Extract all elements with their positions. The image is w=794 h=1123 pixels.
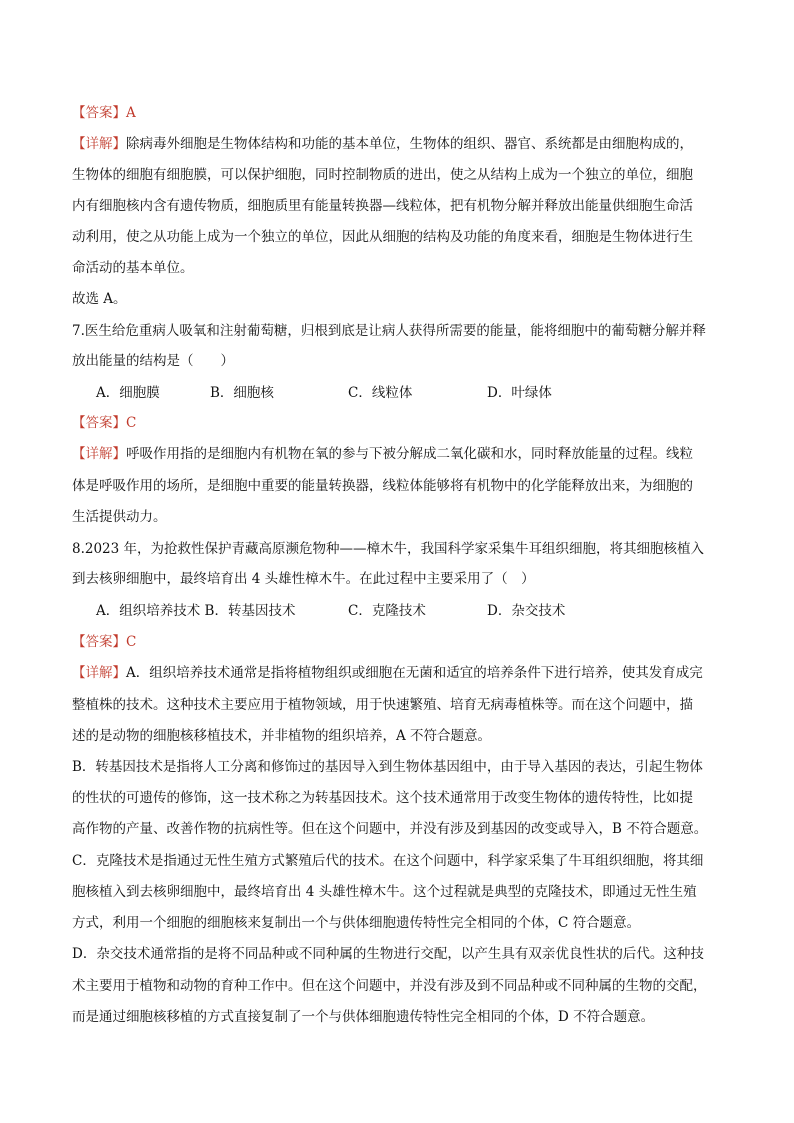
detail-text: A．组织培养技术通常是指将植物组织或细胞在无菌和适宜的培养条件下进行培养，使其发育成完 <box>126 665 703 681</box>
q8-option-d: D．杂交技术 <box>487 603 566 619</box>
q7-stem-line-2: 放出能量的结构是（ ） <box>72 353 234 369</box>
q8-detail-line-7: C．克隆技术是指通过无性生殖方式繁殖后代的技术。在这个问题中，科学家采集了牛耳组织细胞，将其细 <box>72 853 704 869</box>
q7-detail-line-3: 生活提供动力。 <box>72 509 167 525</box>
q8-detail-line-8: 胞核植入到去核卵细胞中，最终培育出 4 头雄性樟木牛。这个过程就是典型的克隆技术，即通过无性生殖 <box>72 884 697 900</box>
q8-detail-line-1 <box>72 664 703 682</box>
q7-option-a: A．细胞膜 <box>96 385 160 401</box>
q8-detail-line-2: 整植株的技术。这种技术主要应用于植物领域，用于快速繁殖、培育无病毒植株等。而在这个问题中，描 <box>72 697 693 713</box>
answer-tag: 【答案】 <box>72 105 126 121</box>
q8-detail-line-9: 方式，利用一个细胞的细胞核来复制出一个与供体细胞遗传特性完全相同的个体，C 符合题意。 <box>72 915 641 931</box>
q7-detail-line-1 <box>72 445 693 463</box>
q6-detail-line-4: 动利用，使之从功能上成为一个独立的单位，因此从细胞的结构及功能的角度来看，细胞是生物体进行生 <box>72 229 693 245</box>
q6-detail-line-5: 命活动的基本单位。 <box>72 260 194 276</box>
q6-conclusion: 故选 A。 <box>72 291 127 307</box>
answer-value: C <box>126 415 137 431</box>
detail-text: 呼吸作用指的是细胞内有机物在氧的参与下被分解成二氧化碳和水，同时释放能量的过程。线粒 <box>126 446 693 462</box>
q8-option-c: C．克隆技术 <box>348 603 426 619</box>
q8-detail-line-3: 述的是动物的细胞核移植技术，并非植物的组织培养，A 不符合题意。 <box>72 728 492 744</box>
q8-option-ab: A．组织培养技术 B．转基因技术 <box>96 603 296 619</box>
q7-stem-line-1: 7.医生给危重病人吸氧和注射葡萄糖，归根到底是让病人获得所需要的能量，能将细胞中的葡萄糖分解并释 <box>72 323 706 339</box>
q8-detail-line-5: 的性状的可遗传的修饰，这一技术称之为转基因技术。这个技术通常用于改变生物体的遗传特性，比如提 <box>72 790 693 806</box>
q7-option-d: D．叶绿体 <box>487 385 552 401</box>
detail-text: 除病毒外细胞是生物体结构和功能的基本单位，生物体的组织、器官、系统都是由细胞构成的， <box>126 136 693 152</box>
q8-detail-line-11: 术主要用于植物和动物的育种工作中。但在这个问题中，并没有涉及到不同品种或不同种属的生物的交配， <box>72 978 707 994</box>
q7-detail-line-2: 体是呼吸作用的场所，是细胞中重要的能量转换器，线粒体能够将有机物中的化学能释放出来，为细胞的 <box>72 478 693 494</box>
q6-detail-line-3: 内有细胞核内含有遗传物质，细胞质里有能量转换器—线粒体，把有机物分解并释放出能量供细胞生命活 <box>72 198 693 214</box>
detail-tag: 【详解】 <box>72 136 126 152</box>
q8-detail-line-6: 高作物的产量、改善作物的抗病性等。但在这个问题中，并没有涉及到基因的改变或导入，B 不符合题意。 <box>72 821 708 837</box>
q8-answer-line <box>72 633 136 651</box>
q7-answer-line <box>72 414 136 432</box>
answer-value: C <box>126 634 137 650</box>
answer-tag: 【答案】 <box>72 415 126 431</box>
answer-tag: 【答案】 <box>72 634 126 650</box>
q7-option-c: C．线粒体 <box>348 385 413 401</box>
q6-detail-line-2: 生物体的细胞有细胞膜，可以保护细胞，同时控制物质的进出，使之从结构上成为一个独立的单位，细胞 <box>72 167 693 183</box>
q8-stem-line-1: 8.2023 年，为抢救性保护青藏高原濒危物种——樟木牛，我国科学家采集牛耳组织细胞，将其细胞核植入 <box>72 541 705 557</box>
q8-detail-line-12: 而是通过细胞核移植的方式直接复制了一个与供体细胞遗传特性完全相同的个体，D 不符合题意。 <box>72 1009 655 1025</box>
q6-detail-line-1 <box>72 135 693 153</box>
q8-detail-line-10: D．杂交技术通常指的是将不同品种或不同种属的生物进行交配，以产生具有双亲优良性状的后代。这种技 <box>72 946 704 962</box>
q8-stem-line-2: 到去核卵细胞中，最终培育出 4 头雄性樟木牛。在此过程中主要采用了（ ） <box>72 571 535 587</box>
q7-option-b: B．细胞核 <box>210 385 274 401</box>
q8-detail-line-4: B．转基因技术是指将人工分离和修饰过的基因导入到生物体基因组中，由于导入基因的表达，引起生物体 <box>72 759 703 775</box>
detail-tag: 【详解】 <box>72 665 126 681</box>
detail-tag: 【详解】 <box>72 446 126 462</box>
answer-value: A <box>126 105 136 121</box>
q6-answer-line <box>72 104 136 122</box>
